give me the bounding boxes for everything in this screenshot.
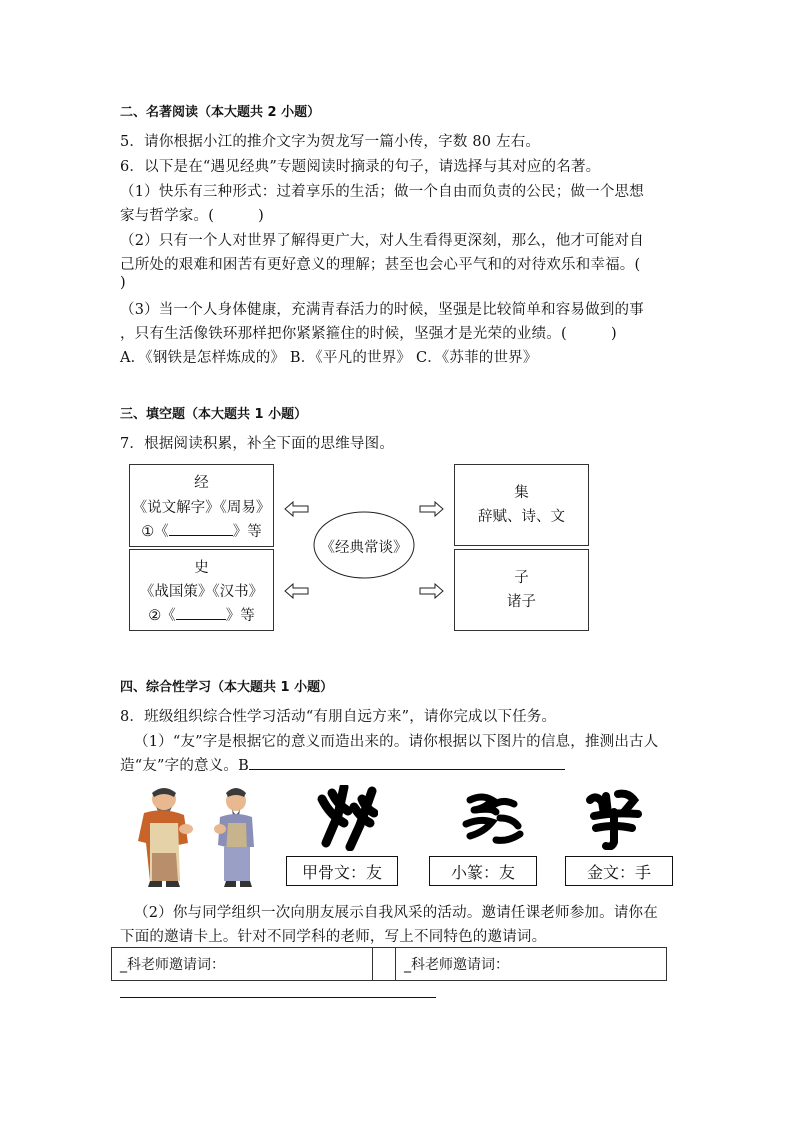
ancient-figures-illustration [128, 783, 268, 889]
q8-item2-line1: （2）你与同学组织一次向朋友展示自我风采的活动。邀请任课老师参加。请你在 [134, 905, 658, 921]
box-shi-line2-suffix: 》等 [225, 608, 255, 624]
arrow-left-icon [284, 583, 309, 599]
invite-cell-right[interactable] [396, 948, 667, 981]
box-shi-line1: 《战国策》《汉书》 [139, 584, 264, 600]
question-6: 6．以下是在“遇见经典”专题阅读时摘录的句子，请选择与其对应的名著。 [120, 159, 601, 175]
oracle-bone-you-glyph-icon [314, 785, 378, 851]
invite-right-label: _科老师邀请词： [404, 957, 509, 973]
mindmap-box-ji [454, 464, 589, 546]
question-8: 8．班级组织综合性学习活动“有朋自远方来”，请你完成以下任务。 [120, 709, 557, 725]
box-zi-title: 子 [514, 570, 529, 586]
section-heading-2: 二、名著阅读（本大题共 2 小题） [120, 105, 321, 120]
invitation-card-table [111, 947, 667, 981]
q8-item1-text: 造“友”字的意义。B [120, 758, 249, 774]
label-small-seal: 小篆：友 [429, 856, 537, 886]
box-jing-line2-suffix: 》等 [232, 524, 262, 540]
box-jing-line2-prefix: ①《 [141, 524, 169, 540]
invite-cell-left[interactable] [112, 948, 373, 981]
blank-1[interactable] [169, 535, 233, 536]
box-ji-line1: 辞赋、诗、文 [478, 509, 565, 525]
invite-left-label: _科老师邀请词： [120, 957, 225, 973]
box-zi-line1: 诸子 [507, 594, 536, 610]
q6-options: A．《钢铁是怎样炼成的》 B．《平凡的世界》 C．《苏菲的世界》 [120, 350, 538, 366]
box-jing-title: 经 [194, 475, 209, 491]
footnote-divider [120, 997, 436, 998]
q8-item1-line1: （1）“友”字是根据它的意义而造出来的。请你根据以下图片的信息，推测出古人 [134, 734, 659, 750]
small-seal-you-glyph-icon [462, 790, 524, 850]
mindmap-box-shi [129, 549, 274, 631]
q8-item1-line2 [120, 754, 565, 775]
question-7: 7．根据阅读积累，补全下面的思维导图。 [120, 436, 395, 452]
q6-item2-line3: ) [120, 275, 126, 291]
q6-item3-line1: （3）当一个人身体健康，充满青春活力的时候，坚强是比较简单和容易做到的事 [120, 302, 644, 318]
section-heading-3: 三、填空题（本大题共 1 小题） [120, 407, 308, 422]
label-bronze: 金文：手 [565, 856, 673, 886]
box-jing-line1: 《说文解字》《周易》 [132, 500, 271, 516]
box-shi-line2 [130, 604, 273, 625]
label-oracle-bone: 甲骨文：友 [286, 856, 398, 886]
box-shi-line2-prefix: ②《 [148, 608, 176, 624]
box-ji-title: 集 [514, 485, 529, 501]
bronze-shou-glyph-icon [584, 788, 644, 850]
q6-item1-line2: 家与哲学家。( ) [120, 208, 265, 224]
question-5: 5．请你根据小江的推介文字为贺龙写一篇小传，字数 80 左右。 [120, 134, 541, 150]
q6-item1-line1: （1）快乐有三种形式：过着享乐的生活；做一个自由而负责的公民；做一个思想 [120, 184, 644, 200]
blank-2[interactable] [176, 619, 226, 620]
q6-item2-line2: 己所处的艰难和困苦有更好意义的理解；甚至也会心平气和的对待欢乐和幸福。( [120, 257, 641, 273]
mindmap-box-jing [129, 464, 274, 547]
invite-cell-gap [373, 948, 396, 981]
section-heading-4: 四、综合性学习（本大题共 1 小题） [120, 680, 334, 695]
arrow-right-icon [419, 583, 444, 599]
arrow-right-icon [419, 501, 444, 517]
arrow-left-icon [284, 501, 309, 517]
center-label: 《经典常谈》 [320, 540, 408, 556]
q6-item2-line1: （2）只有一个人对世界了解得更广大，对人生看得更深刻，那么，他才可能对自 [120, 233, 644, 249]
answer-blank-8-1[interactable] [249, 769, 565, 770]
box-shi-title: 史 [194, 560, 209, 576]
q8-item2-line2: 下面的邀请卡上。针对不同学科的老师，写上不同特色的邀请词。 [120, 929, 547, 945]
q6-item3-line2: ，只有生活像铁环那样把你紧紧箍住的时候，坚强才是光荣的业绩。( ) [120, 326, 617, 342]
box-jing-line2 [130, 520, 273, 541]
mindmap-box-zi [454, 549, 589, 631]
